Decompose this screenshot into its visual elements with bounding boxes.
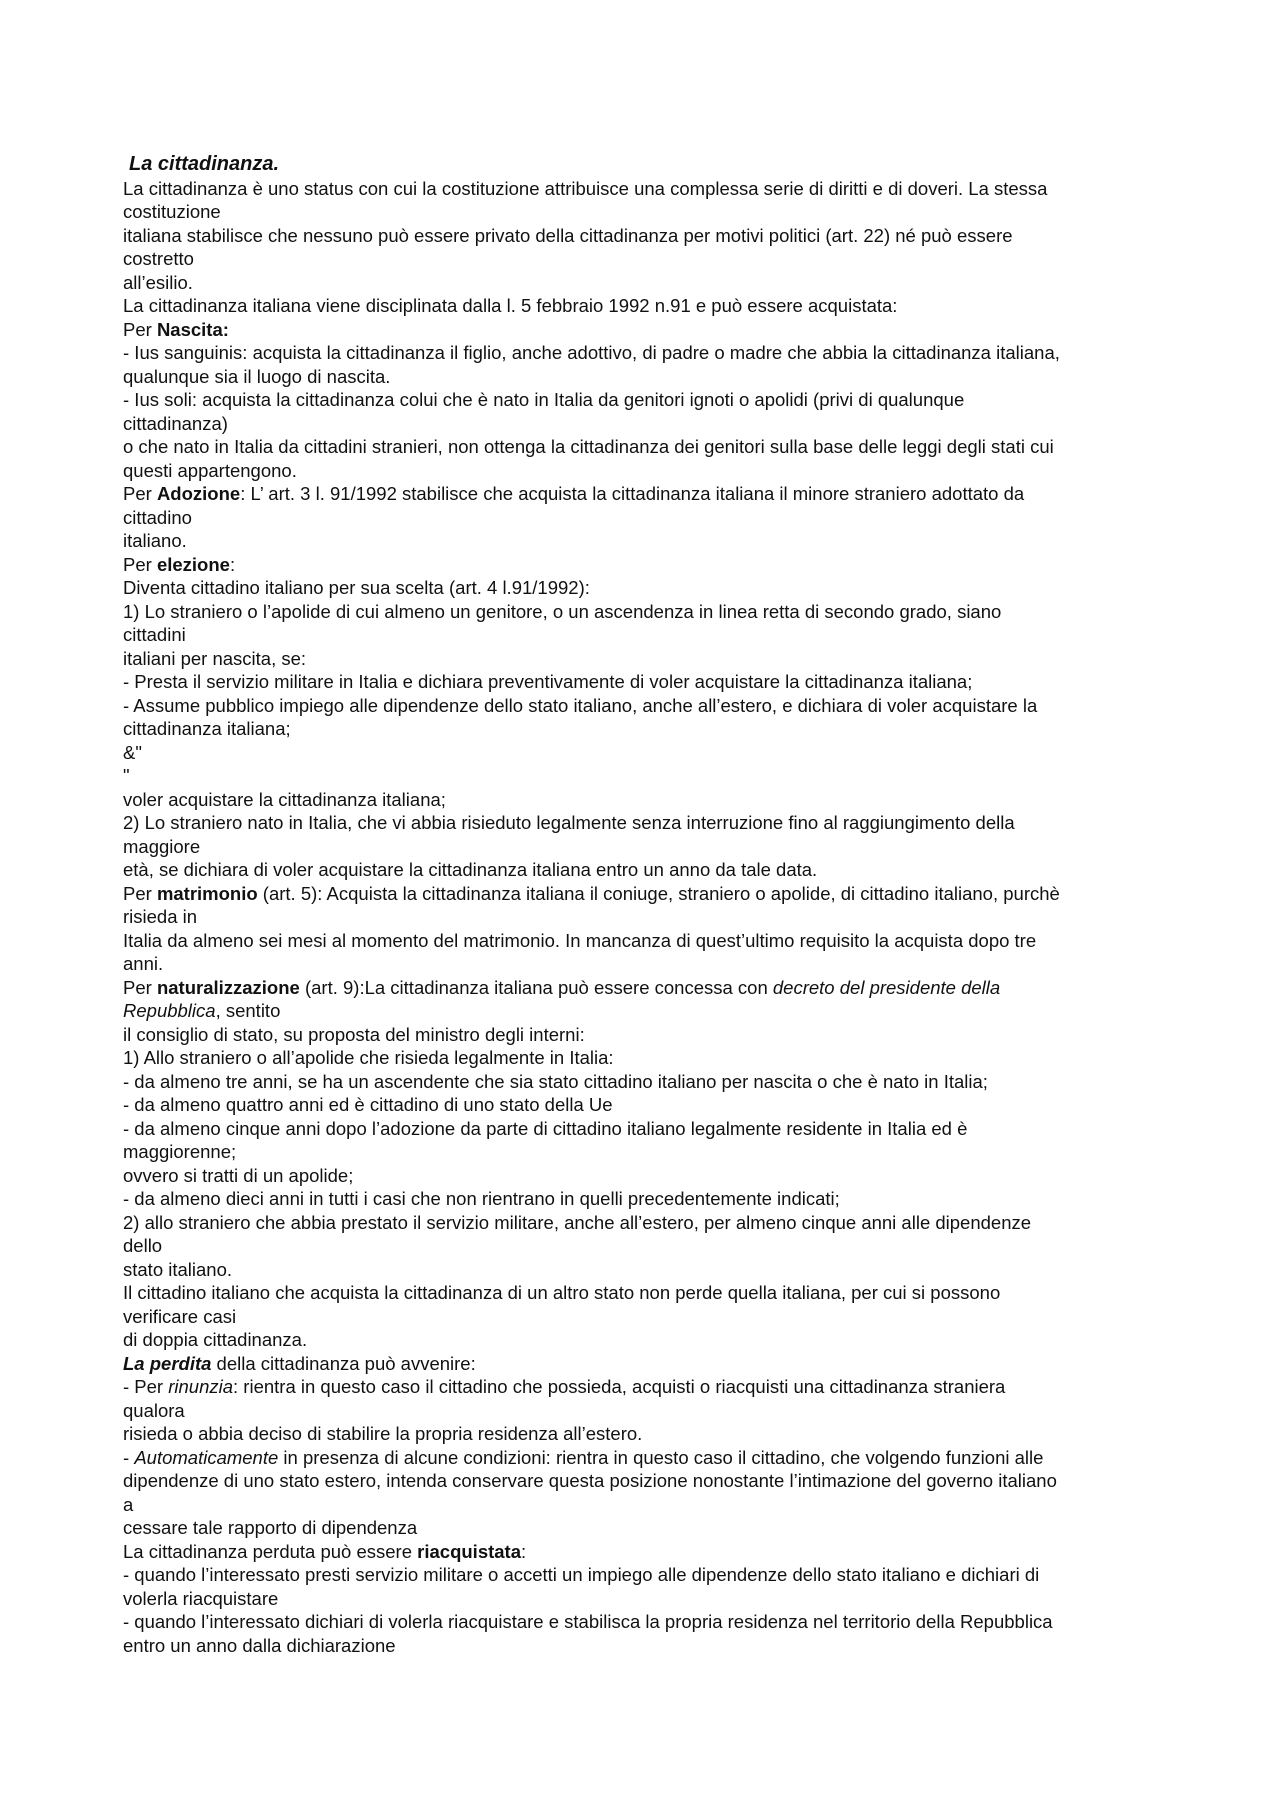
text-segment: 2) Lo straniero nato in Italia, che vi abbia risieduto legalmente senza interruzione fino al raggiungimento della [123, 812, 1015, 833]
text-line [123, 1281, 1183, 1305]
text-segment: : [229, 553, 236, 575]
text-segment: - da almeno quattro anni ed è cittadino di uno stato della Ue [123, 1094, 613, 1115]
text-line [123, 435, 1183, 459]
text-segment: 1) Allo straniero o all’apolide che risieda legalmente in Italia: [123, 1047, 614, 1068]
text-line [123, 1563, 1183, 1587]
text-segment: - Presta il servizio militare in Italia e dichiara preventivamente di voler acquistare la cittadinanza italiana; [123, 671, 973, 692]
emphasis-text: rinunzia [168, 1376, 234, 1397]
text-segment: &" [123, 741, 142, 763]
text-line [123, 1493, 1183, 1517]
text-segment: Italia da almeno sei mesi al momento del matrimonio. In mancanza di quest’ultimo requisito la acquista dopo tre [123, 929, 1037, 951]
text-line [123, 905, 1183, 929]
text-line [123, 1164, 1183, 1188]
text-line [123, 482, 1183, 506]
text-segment: - da almeno dieci anni in tutti i casi che non rientrano in quelli precedentemente indicati; [123, 1188, 840, 1209]
emphasis-text: decreto del presidente della [772, 976, 1001, 998]
text-segment: risieda in [123, 906, 198, 927]
text-line [123, 1140, 1183, 1164]
text-segment: italiano. [123, 530, 187, 551]
text-segment: a [123, 1493, 134, 1515]
text-segment: di doppia cittadinanza. [123, 1329, 308, 1350]
text-segment: - quando l’interessato presti servizio militare o accetti un impiego alle dipendenze dello stato italiano e dichiari di [123, 1564, 1040, 1585]
text-line [123, 882, 1183, 906]
text-line [123, 600, 1183, 624]
text-segment: Per [123, 976, 157, 998]
text-segment: : L’ art. 3 l. 91/1992 stabilisce che acquista la cittadinanza italiana il minore straniero adottato da [240, 483, 1025, 504]
document-page [123, 153, 1183, 1657]
document-title: La cittadinanza. [129, 153, 280, 175]
text-line [123, 764, 1183, 788]
text-segment: cittadini [123, 624, 186, 645]
text-line [123, 1328, 1183, 1352]
text-line [123, 506, 1183, 530]
text-line [123, 318, 1183, 342]
text-segment: o che nato in Italia da cittadini stranieri, non ottenga la cittadinanza dei genitori sulla base delle leggi degli stati cui [123, 436, 1054, 457]
text-segment: - quando l’interessato dichiari di volerla riacquistare e stabilisca la propria residenza nel territorio della Repubblica [123, 1611, 1053, 1632]
text-segment: in presenza di alcune condizioni: rientra in questo caso il cittadino, che volgendo funzioni alle [278, 1446, 1044, 1468]
text-segment: La cittadinanza è uno status con cui la costituzione attribuisce una complessa serie di diritti e di doveri. La stessa [123, 177, 1048, 199]
text-segment: volerla riacquistare [123, 1587, 279, 1609]
text-segment: Per [123, 318, 157, 340]
text-line [123, 553, 1183, 577]
emphasis-text: Repubblica [123, 1000, 216, 1021]
text-line [123, 294, 1183, 318]
text-line [123, 1211, 1183, 1235]
text-segment: Per [123, 882, 157, 904]
text-segment: italiani per nascita, se: [123, 647, 307, 669]
text-segment: della cittadinanza può avvenire: [211, 1352, 476, 1374]
text-line [123, 1399, 1183, 1423]
emphasis-text: naturalizzazione [156, 976, 300, 998]
text-segment: , sentito [215, 1000, 281, 1021]
text-segment: italiana stabilisce che nessuno può essere privato della cittadinanza per motivi politici (art. 22) né può essere [123, 224, 1013, 246]
text-segment: - Ius soli: acquista la cittadinanza colui che è nato in Italia da genitori ignoti o apolidi (privi di qualunque [123, 389, 965, 410]
text-line [123, 1070, 1183, 1094]
text-segment: cittadinanza italiana; [123, 718, 291, 739]
emphasis-text: matrimonio [156, 882, 258, 904]
text-segment: - Assume pubblico impiego alle dipendenze dello stato italiano, anche all’estero, e dichiara di voler acquistare la [123, 694, 1038, 716]
text-segment: 2) allo straniero che abbia prestato il servizio militare, anche all’estero, per almeno cinque anni alle dipendenze [123, 1211, 1032, 1233]
text-segment: Per [123, 483, 157, 504]
text-line [123, 271, 1183, 295]
text-line [123, 1117, 1183, 1141]
text-segment: costretto [123, 248, 194, 269]
text-line [123, 412, 1183, 436]
text-line [123, 247, 1183, 271]
text-line [123, 1587, 1183, 1611]
text-line [123, 976, 1183, 1000]
text-line [123, 647, 1183, 671]
text-line [123, 811, 1183, 835]
text-segment: maggiore [123, 835, 201, 857]
text-line [123, 717, 1183, 741]
text-segment: all’esilio. [123, 271, 193, 293]
text-line [123, 224, 1183, 248]
text-line [123, 388, 1183, 412]
text-line [123, 200, 1183, 224]
text-line [123, 623, 1183, 647]
text-segment: : rientra in questo caso il cittadino che possieda, acquisti o riacquisti una cittadinanza straniera [233, 1376, 1006, 1397]
text-line [123, 459, 1183, 483]
emphasis-text: Adozione [156, 483, 241, 504]
emphasis-text: La perdita [123, 1352, 212, 1374]
text-line [123, 1469, 1183, 1493]
text-segment: La cittadinanza italiana viene disciplinata dalla l. 5 febbraio 1992 n.91 e può essere acquistata: [123, 295, 898, 316]
text-line [123, 1446, 1183, 1470]
text-segment: : [521, 1540, 527, 1562]
emphasis-text: Nascita: [156, 318, 229, 340]
text-segment: 1) Lo straniero o l’apolide di cui almeno un genitore, o un ascendenza in linea retta di secondo grado, siano [123, 600, 1002, 622]
text-segment: - da almeno cinque anni dopo l’adozione da parte di cittadino italiano legalmente residente in Italia ed è [123, 1117, 968, 1139]
text-line [123, 694, 1183, 718]
emphasis-text: Automaticamente [134, 1446, 279, 1468]
text-line [123, 1305, 1183, 1329]
text-line [123, 1093, 1183, 1117]
text-segment: Per [123, 553, 157, 575]
text-line [123, 1422, 1183, 1446]
text-segment: questi appartengono. [123, 459, 297, 481]
text-segment: cittadinanza) [123, 412, 228, 434]
text-segment: anni. [123, 953, 164, 974]
text-line [123, 1352, 1183, 1376]
text-line [123, 1610, 1183, 1634]
emphasis-text: riacquistata [417, 1540, 522, 1562]
text-line [123, 788, 1183, 812]
text-segment: dello [123, 1235, 163, 1256]
text-line [123, 341, 1183, 365]
text-segment: La cittadinanza perduta può essere [123, 1540, 418, 1562]
text-segment: - Per [123, 1376, 169, 1397]
text-line [123, 929, 1183, 953]
text-line [123, 177, 1183, 201]
text-line [123, 1375, 1183, 1399]
text-line [123, 1540, 1183, 1564]
text-line [123, 1234, 1183, 1258]
text-line [123, 952, 1183, 976]
text-segment: entro un anno dalla dichiarazione [123, 1634, 396, 1656]
text-line [123, 999, 1183, 1023]
text-line [123, 1023, 1183, 1047]
text-segment: voler acquistare la cittadinanza italiana; [123, 788, 446, 810]
text-segment: qualunque sia il luogo di nascita. [123, 365, 391, 387]
text-segment: età, se dichiara di voler acquistare la cittadinanza italiana entro un anno da tale data. [123, 859, 818, 880]
document-body [123, 177, 1183, 1658]
text-segment: verificare casi [123, 1305, 237, 1327]
text-line [123, 1187, 1183, 1211]
text-segment: maggiorenne; [123, 1141, 237, 1162]
text-line [123, 1516, 1183, 1540]
text-segment: cessare tale rapporto di dipendenza [123, 1517, 418, 1538]
text-line [123, 1258, 1183, 1282]
text-segment: qualora [123, 1399, 185, 1421]
text-segment: risieda o abbia deciso di stabilire la propria residenza all’estero. [123, 1423, 643, 1444]
text-line [123, 858, 1183, 882]
text-segment: Il cittadino italiano che acquista la cittadinanza di un altro stato non perde quella italiana, per cui si possono [123, 1282, 1001, 1303]
text-segment: ovvero si tratti di un apolide; [123, 1164, 354, 1186]
text-segment: costituzione [123, 201, 221, 222]
text-segment: - [123, 1446, 135, 1468]
text-segment: (art. 9):La cittadinanza italiana può essere concessa con [299, 976, 773, 998]
text-line [123, 1046, 1183, 1070]
text-line [123, 670, 1183, 694]
text-line [123, 835, 1183, 859]
text-segment: Diventa cittadino italiano per sua scelta (art. 4 l.91/1992): [123, 577, 590, 598]
text-line [123, 1634, 1183, 1658]
text-segment: dipendenze di uno stato estero, intenda conservare questa posizione nonostante l’intimazione del governo italiano [123, 1470, 1057, 1491]
text-line [123, 576, 1183, 600]
text-line [123, 365, 1183, 389]
text-segment: stato italiano. [123, 1258, 233, 1280]
text-line [123, 741, 1183, 765]
text-segment: cittadino [123, 506, 192, 528]
text-segment: - Ius sanguinis: acquista la cittadinanza il figlio, anche adottivo, di padre o madre che abbia la cittadinanza italiana, [123, 342, 1060, 363]
text-segment: (art. 5): Acquista la cittadinanza italiana il coniuge, straniero o apolide, di cittadino italiano, purchè [257, 882, 1060, 904]
text-line [123, 529, 1183, 553]
text-segment: - da almeno tre anni, se ha un ascendente che sia stato cittadino italiano per nascita o che è nato in Italia; [123, 1070, 988, 1092]
text-segment: il consiglio di stato, su proposta del ministro degli interni: [123, 1023, 585, 1045]
emphasis-text: elezione [156, 553, 230, 575]
text-segment: " [123, 765, 130, 786]
